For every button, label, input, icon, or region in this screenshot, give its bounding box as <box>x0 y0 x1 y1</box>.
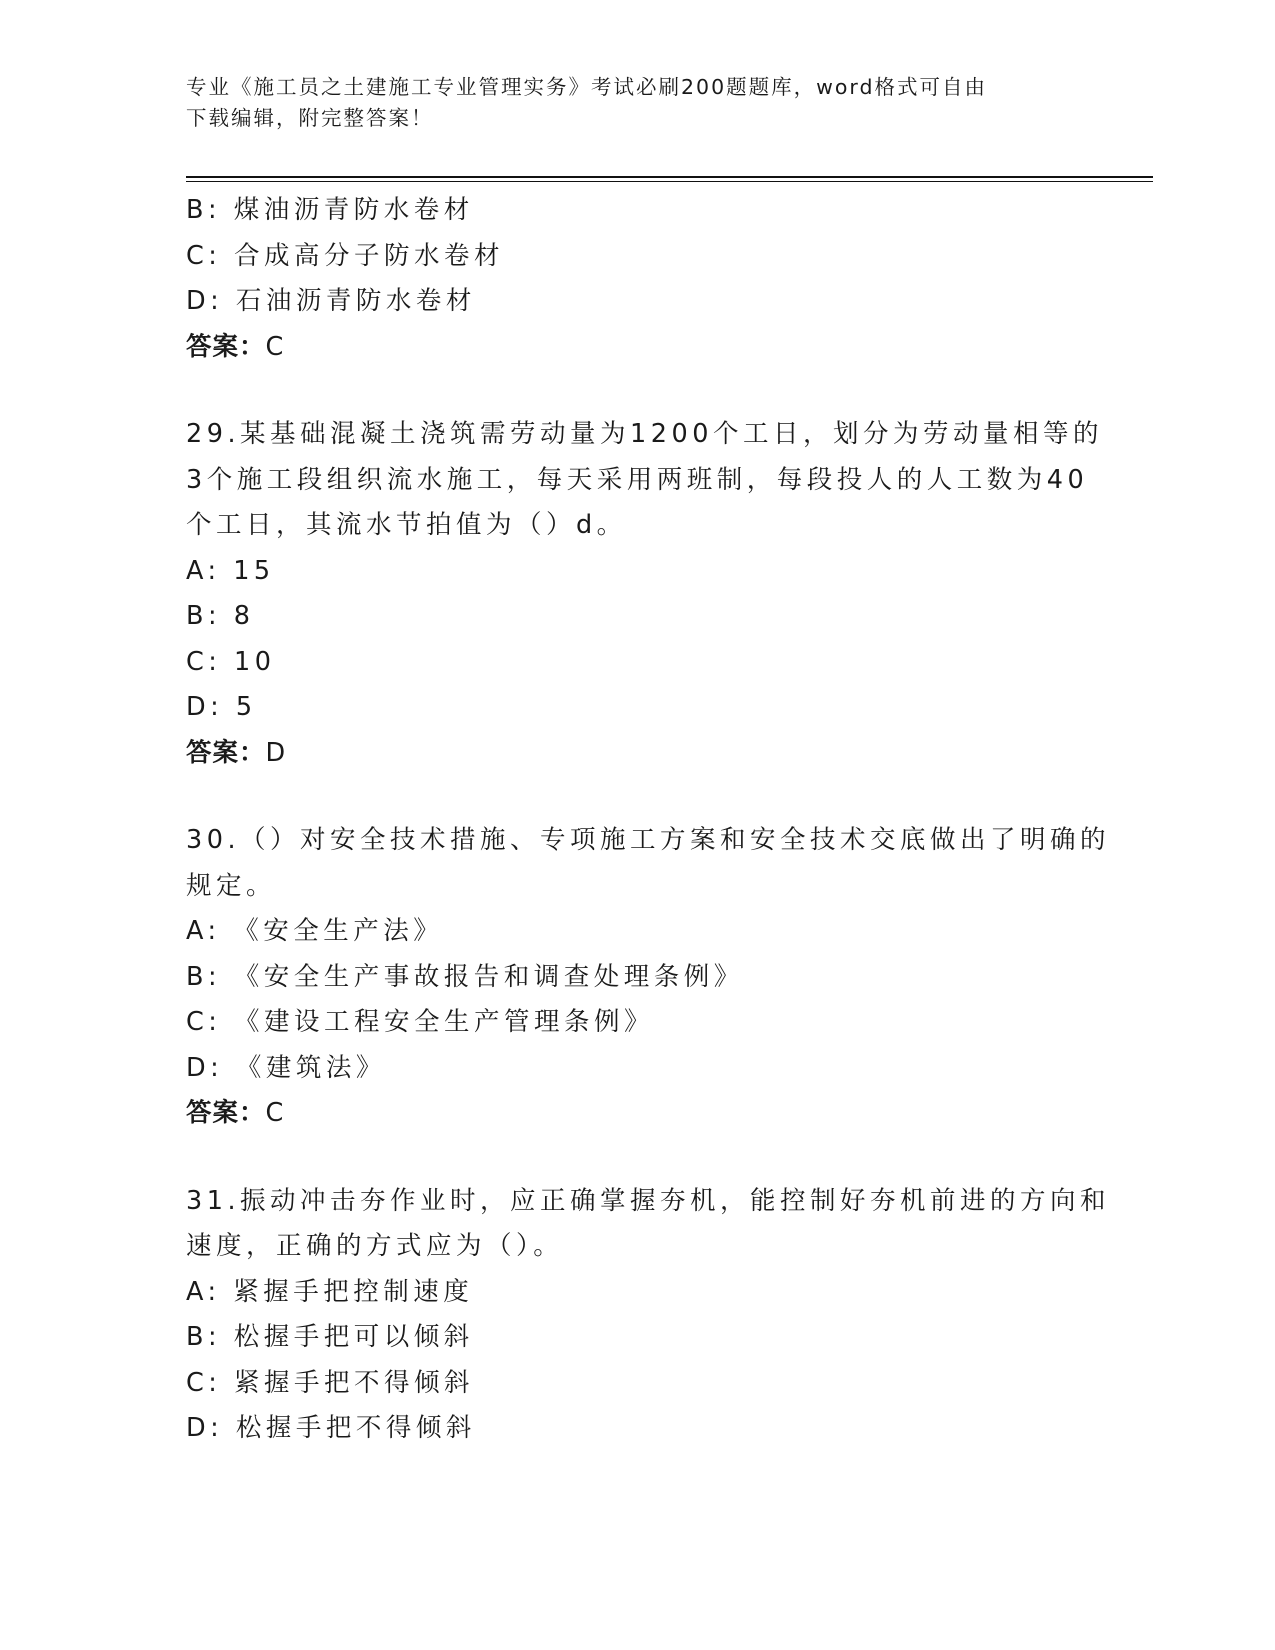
question-29 <box>186 412 1103 776</box>
question-30 <box>186 818 1111 1137</box>
option-c: C: 《建设工程安全生产管理条例》 <box>186 1007 655 1037</box>
question-text-line: 个工日，其流水节拍值为（）d。 <box>186 510 627 540</box>
answer-label: 答案： <box>186 331 266 362</box>
option-d: D: 石油沥青防水卷材 <box>186 286 476 316</box>
answer-line <box>186 1091 1086 1137</box>
answer-label: 答案： <box>186 1098 266 1128</box>
option-c: C: 10 <box>186 646 276 677</box>
question-text-line: 速度，正确的方式应为（）。 <box>186 1231 564 1261</box>
option-a: A: 《安全生产法》 <box>186 916 444 946</box>
header-divider-thin <box>186 181 1153 182</box>
option-c: C: 合成高分子防水卷材 <box>186 240 505 271</box>
question-list <box>186 188 1111 1452</box>
option-b: B: 松握手把可以倾斜 <box>186 1322 474 1352</box>
question-31 <box>186 1179 1111 1452</box>
answer-value: D <box>265 737 287 768</box>
question-28-continuation <box>186 188 1086 370</box>
header-line-2: 下载编辑，附完整答案！ <box>186 106 434 130</box>
question-text-line: 30.（）对安全技术措施、专项施工方案和安全技术交底做出了明确的 <box>186 825 1111 855</box>
question-text-line: 规定。 <box>186 870 277 901</box>
answer-value: C <box>265 331 285 362</box>
option-a: A: 15 <box>186 555 275 586</box>
answer-value: C <box>265 1098 285 1128</box>
option-d: D: 松握手把不得倾斜 <box>186 1413 476 1443</box>
document-header <box>186 72 1066 134</box>
option-b: B: 《安全生产事故报告和调查处理条例》 <box>186 961 744 992</box>
question-text-line: 3个施工段组织流水施工，每天采用两班制，每段投人的人工数为40 <box>186 464 1089 495</box>
question-text-line: 31.振动冲击夯作业时，应正确掌握夯机，能控制好夯机前进的方向和 <box>186 1185 1111 1216</box>
header-divider-thick <box>186 176 1153 178</box>
question-spacer <box>186 370 1086 412</box>
answer-line <box>186 325 1086 371</box>
question-spacer <box>186 1137 1086 1179</box>
question-text-line: 29.某基础混凝土浇筑需劳动量为1200个工日，划分为劳动量相等的 <box>186 419 1103 449</box>
option-d: D: 5 <box>186 692 257 722</box>
option-b: B: 煤油沥青防水卷材 <box>186 195 474 225</box>
answer-label: 答案： <box>186 737 266 768</box>
option-a: A: 紧握手把控制速度 <box>186 1276 474 1307</box>
option-d: D: 《建筑法》 <box>186 1052 386 1083</box>
question-spacer <box>186 776 1086 818</box>
answer-line <box>186 731 1086 777</box>
header-line-1: 专业《施工员之土建施工专业管理实务》考试必刷200题题库，word格式可自由 <box>186 75 988 99</box>
option-c: C: 紧握手把不得倾斜 <box>186 1367 475 1398</box>
option-b: B: 8 <box>186 601 255 631</box>
